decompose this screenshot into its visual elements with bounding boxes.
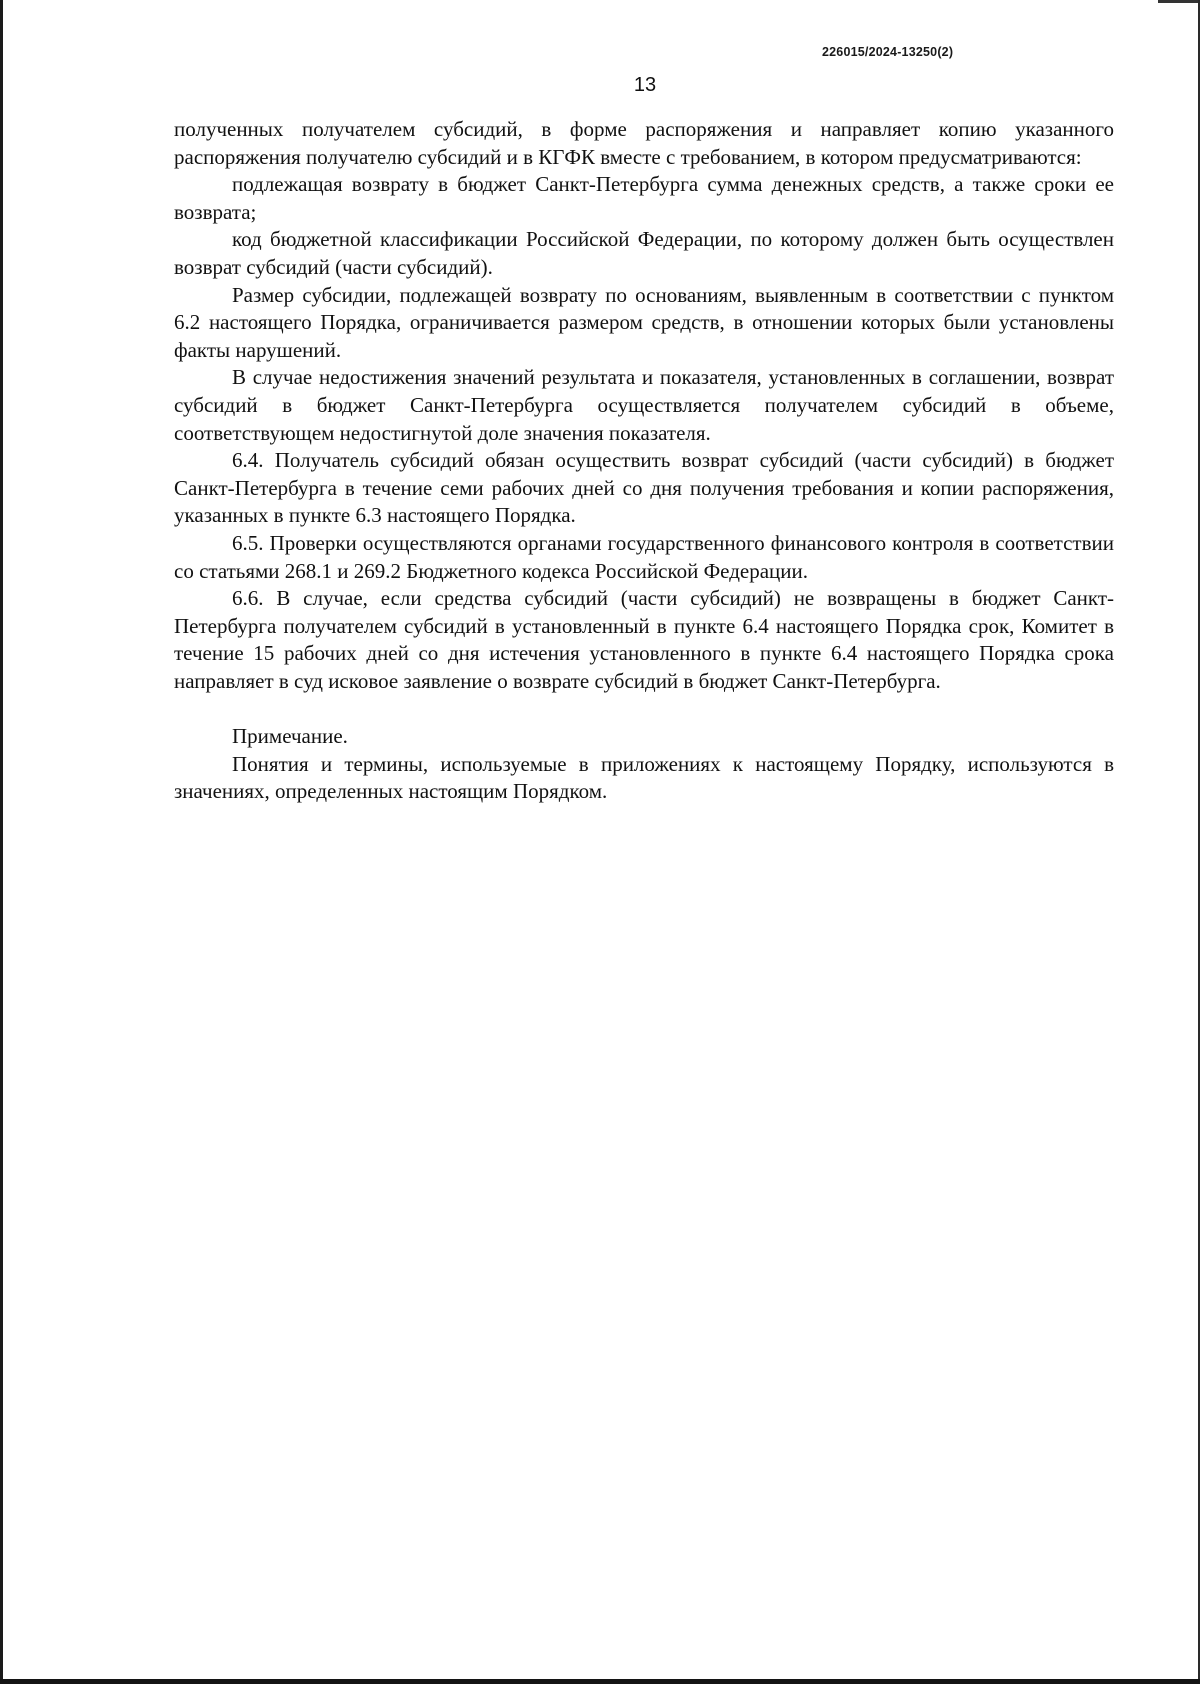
page-number: 13 [633,74,657,96]
scan-border-bottom [0,1679,1200,1684]
note-title: Примечание. [232,724,348,749]
scan-border-left [0,0,3,1684]
note-text: Понятия и термины, используемые в приложениях к настоящему Порядку, используются в значениях, определенных настоящим Порядком. [174,751,1114,804]
paragraph-6-6: 6.6. В случае, если средства субсидий (части субсидий) не возвращены в бюджет Санкт-Петербурга получателем субсидий в установленный в пункте 6.4 настоящего Порядка срок, Комитет в течение 15 рабочих дней со дня истечения установленного в пункте 6.4 настоящего Порядка срока направляет в суд исковое заявление о возврате субсидий в бюджет Санкт-Петербурга. [174,586,1114,693]
paragraph-non-achievement: В случае недостижения значений результата и показателя, установленных в соглашении, возврат субсидий в бюджет Санкт-Петербурга осуществляется получателем субсидий в объеме, соответствующем недостигнутой доле значения показателя. [174,365,1114,445]
paragraph-return-amount: подлежащая возврату в бюджет Санкт-Петербурга сумма денежных средств, а также сроки ее возврата; [174,172,1114,224]
paragraph-subsidy-size: Размер субсидии, подлежащей возврату по основаниям, выявленным в соответствии с пунктом 6.2 настоящего Порядка, ограничивается размером средств, в отношении которых были установлены факты нарушений. [174,282,1114,362]
paragraph-budget-code: код бюджетной классификации Российской Федерации, по которому должен быть осуществлен возврат субсидий (части субсидий). [174,227,1114,279]
paragraph-continuation: полученных получателем субсидий, в форме распоряжения и направляет копию указанного распоряжения получателю субсидий и в КГФК вместе с требованием, в котором предусматриваются: [174,117,1114,169]
paragraph-6-4: 6.4. Получатель субсидий обязан осуществить возврат субсидий (части субсидий) в бюджет Санкт-Петербурга в течение семи рабочих дней со дня получения требования и копии распоряжения, указанных в пункте 6.3 настоящего Порядка. [174,448,1114,528]
scan-mark-top [1158,0,1198,3]
document-body [174,116,1114,806]
paragraph-6-5: 6.5. Проверки осуществляются органами государственного финансового контроля в соответствии со статьями 268.1 и 269.2 Бюджетного кодекса Российской Федерации. [174,530,1114,583]
document-id: 226015/2024-13250(2) [822,45,954,59]
